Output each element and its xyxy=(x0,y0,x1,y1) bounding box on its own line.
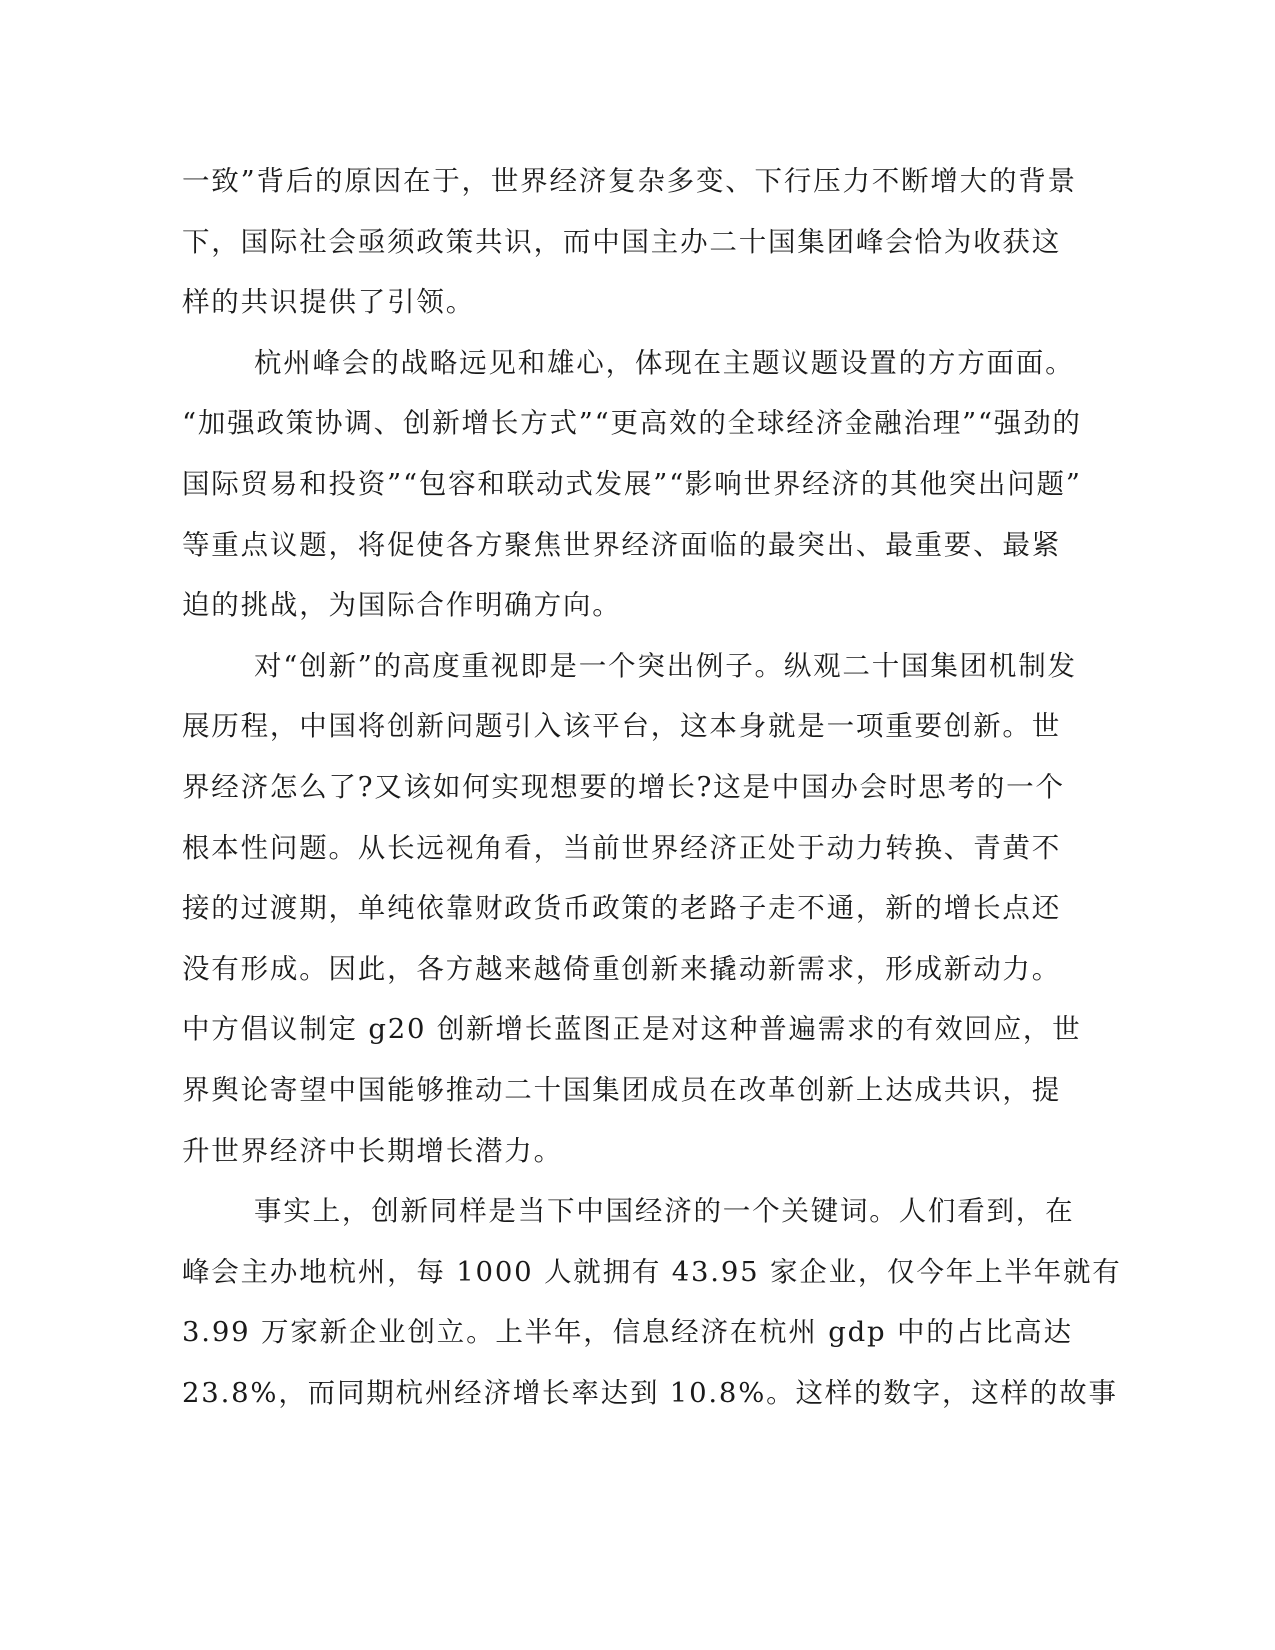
text-line: 23.8%，而同期杭州经济增长率达到 10.8%。这样的数字，这样的故事 xyxy=(182,1376,1118,1409)
text-line: 一致”背后的原因在于，世界经济复杂多变、下行压力不断增大的背景 xyxy=(182,165,1077,197)
text-line: 等重点议题，将促使各方聚焦世界经济面临的最突出、最重要、最紧 xyxy=(182,528,1061,561)
text-line: 国际贸易和投资”“包容和联动式发展”“影响世界经济的其他突出问题” xyxy=(182,467,1082,500)
text-line: 峰会主办地杭州，每 1000 人就拥有 43.95 家企业，仅今年上半年就有 xyxy=(182,1255,1122,1288)
text-line: 下，国际社会亟须政策共识，而中国主办二十国集团峰会恰为收获这 xyxy=(182,225,1061,258)
text-line: “加强政策协调、创新增长方式”“更高效的全球经济金融治理”“强劲的 xyxy=(182,407,1082,440)
text-line: 界经济怎么了?又该如何实现想要的增长?这是中国办会时思考的一个 xyxy=(182,770,1065,803)
text-line: 展历程，中国将创新问题引入该平台，这本身就是一项重要创新。世 xyxy=(182,710,1061,743)
text-line: 没有形成。因此，各方越来越倚重创新来撬动新需求，形成新动力。 xyxy=(182,952,1061,985)
text-line: 样的共识提供了引领。 xyxy=(182,286,475,319)
paragraph-first-line: 杭州峰会的战略远见和雄心，体现在主题议题设置的方方面面。 xyxy=(254,346,1075,379)
text-line: 界舆论寄望中国能够推动二十国集团成员在改革创新上达成共识，提 xyxy=(182,1073,1061,1106)
paragraph-first-line: 事实上，创新同样是当下中国经济的一个关键词。人们看到，在 xyxy=(254,1195,1075,1228)
text-line: 接的过渡期，单纯依靠财政货币政策的老路子走不通，新的增长点还 xyxy=(182,892,1061,925)
text-line: 中方倡议制定 g20 创新增长蓝图正是对这种普遍需求的有效回应，世 xyxy=(182,1013,1082,1046)
text-line: 升世界经济中长期增长潜力。 xyxy=(182,1134,563,1167)
paragraph-first-line: 对“创新”的高度重视即是一个突出例子。纵观二十国集团机制发 xyxy=(254,649,1077,682)
text-line: 迫的挑战，为国际合作明确方向。 xyxy=(182,589,622,622)
body-text xyxy=(182,151,1122,1423)
text-line: 3.99 万家新企业创立。上半年，信息经济在杭州 gdp 中的占比高达 xyxy=(182,1316,1073,1349)
text-line: 根本性问题。从长远视角看，当前世界经济正处于动力转换、青黄不 xyxy=(182,831,1061,864)
